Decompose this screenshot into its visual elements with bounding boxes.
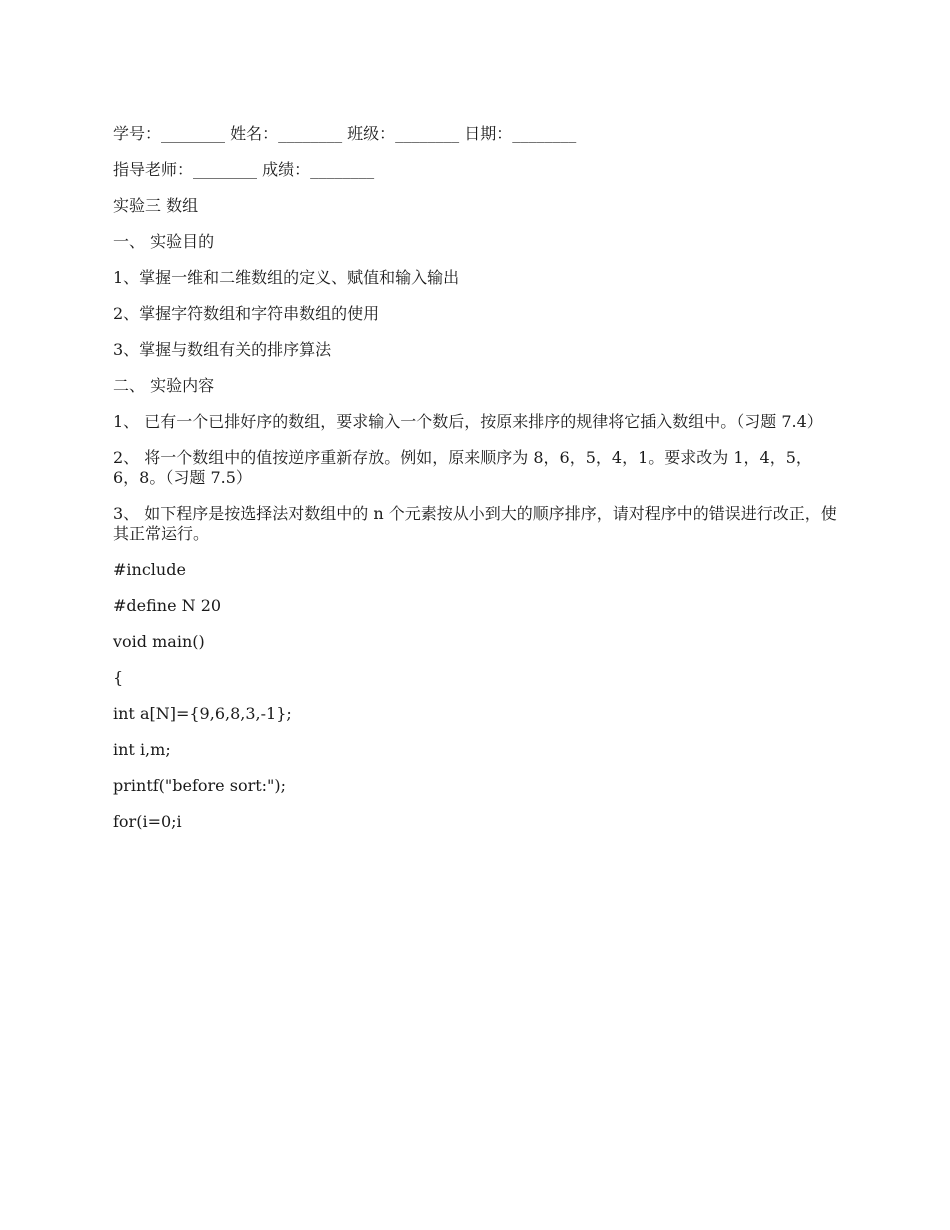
objective-item: 1、掌握一维和二维数组的定义、赋值和输入输出	[113, 268, 460, 287]
section-heading-objectives: 一、 实验目的	[113, 232, 215, 251]
code-line: #include	[113, 560, 186, 579]
objective-item: 2、掌握字符数组和字符串数组的使用	[113, 304, 380, 323]
code-line: #define N 20	[113, 596, 222, 615]
code-line: int a[N]={9,6,8,3,-1};	[113, 704, 292, 723]
teacher-score-line: 指导老师：________ 成绩：________	[113, 160, 375, 179]
experiment-title: 实验三 数组	[113, 196, 199, 215]
content-item: 1、 已有一个已排好序的数组，要求输入一个数后，按原来排序的规律将它插入数组中。（习题 7.4）	[113, 412, 823, 431]
section-heading-content: 二、 实验内容	[113, 376, 215, 395]
code-line: for(i=0;i	[113, 812, 182, 831]
code-line: int i,m;	[113, 740, 171, 759]
content-item: 2、 将一个数组中的值按逆序重新存放。例如，原来顺序为 8，6，5，4，1。要求改为 1，4，5，6，8。（习题 7.5）	[113, 448, 812, 487]
student-info-line: 学号：________ 姓名：________ 班级：________ 日期：________	[113, 124, 577, 143]
document-page	[113, 124, 838, 848]
code-line: printf("before sort:");	[113, 776, 287, 795]
code-line: void main()	[113, 632, 205, 651]
objective-item: 3、掌握与数组有关的排序算法	[113, 340, 332, 359]
code-line: {	[113, 668, 124, 687]
content-item: 3、 如下程序是按选择法对数组中的 n 个元素按从小到大的顺序排序，请对程序中的错误进行改正，使其正常运行。	[113, 504, 837, 543]
